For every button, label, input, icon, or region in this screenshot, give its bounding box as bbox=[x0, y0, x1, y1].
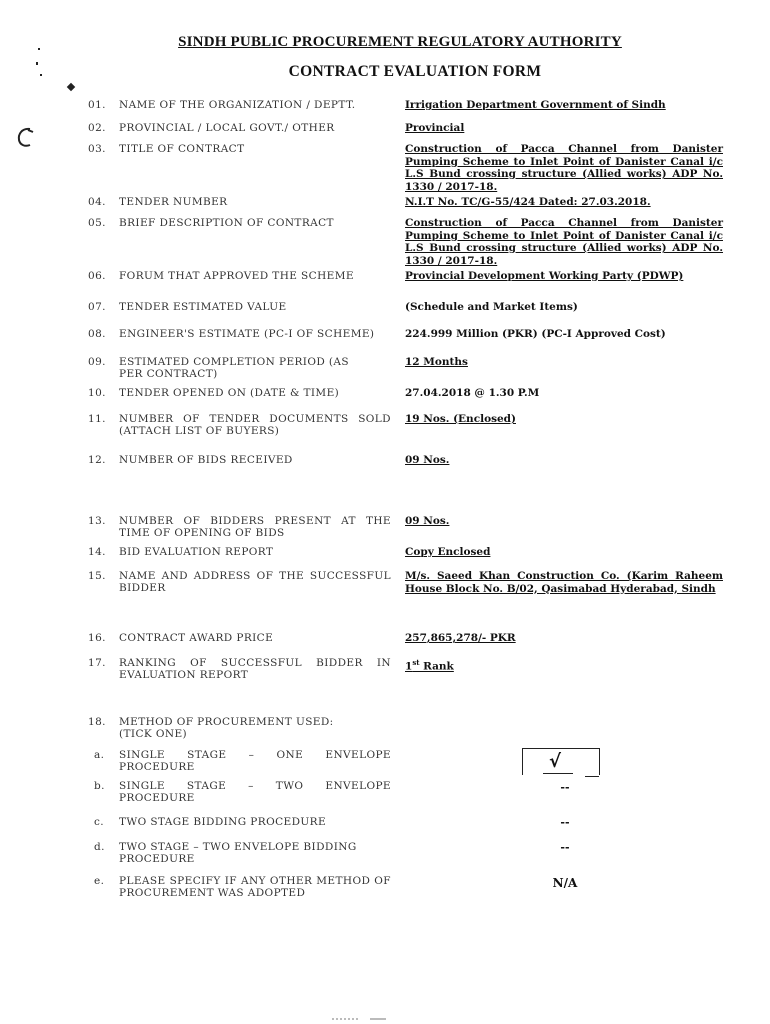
tick-mark: √ bbox=[548, 751, 561, 772]
item-value-estimated-value: (Schedule and Market Items) bbox=[405, 301, 578, 313]
tick-underline bbox=[543, 773, 573, 774]
item-value-organization: Irrigation Department Government of Sindh bbox=[405, 99, 666, 111]
footer-line-icon bbox=[330, 1017, 390, 1021]
item-label-bids-received: NUMBER OF BIDS RECEIVED bbox=[119, 454, 293, 466]
option-mark: -- bbox=[560, 781, 570, 794]
option-label-two-stage-bidding: TWO STAGE BIDDING PROCEDURE bbox=[119, 816, 327, 828]
item-number: 11. bbox=[88, 413, 106, 425]
ranking-word: Rank bbox=[419, 660, 454, 673]
item-label-estimated-value: TENDER ESTIMATED VALUE bbox=[119, 301, 287, 313]
item-number: 12. bbox=[88, 454, 106, 466]
item-label-evaluation-report: BID EVALUATION REPORT bbox=[119, 546, 274, 558]
item-label-completion-period: ESTIMATED COMPLETION PERIOD (AS PER CONTRACT) bbox=[119, 356, 349, 380]
item-label-description: BRIEF DESCRIPTION OF CONTRACT bbox=[119, 217, 334, 229]
item-label-bidders-present: NUMBER OF BIDDERS PRESENT AT THE TIME OF OPENING OF BIDS bbox=[119, 515, 391, 539]
item-number: 04. bbox=[88, 196, 106, 208]
item-number: 05. bbox=[88, 217, 106, 229]
item-number: 18. bbox=[88, 716, 106, 728]
item-label-engineers-estimate: ENGINEER'S ESTIMATE (PC-I OF SCHEME) bbox=[119, 328, 375, 340]
option-mark: N/A bbox=[552, 876, 578, 890]
ranking-suffix: st bbox=[412, 658, 420, 667]
item-label-documents-sold: NUMBER OF TENDER DOCUMENTS SOLD (ATTACH LIST OF BUYERS) bbox=[119, 413, 391, 437]
item-value-tender-number: N.I.T No. TC/G-55/424 Dated: 27.03.2018. bbox=[405, 196, 651, 208]
item-label-award-price: CONTRACT AWARD PRICE bbox=[119, 632, 274, 644]
item-value-engineers-estimate: 224.999 Million (PKR) (PC-I Approved Cost) bbox=[405, 328, 666, 340]
option-letter: c. bbox=[94, 816, 105, 828]
item-number: 03. bbox=[88, 143, 106, 155]
item-label-contract-title: TITLE OF CONTRACT bbox=[119, 143, 245, 155]
item-value-award-price: 257,865,278/- PKR bbox=[405, 632, 516, 644]
authority-title: SINDH PUBLIC PROCUREMENT REGULATORY AUTHORITY bbox=[178, 34, 622, 50]
procurement-method-label: METHOD OF PROCUREMENT USED: (TICK ONE) bbox=[119, 716, 334, 740]
footer-scan-mark bbox=[330, 1016, 390, 1020]
item-number: 09. bbox=[88, 356, 106, 368]
item-number: 08. bbox=[88, 328, 106, 340]
scan-speck bbox=[40, 74, 42, 76]
option-label-single-stage-one-envelope: SINGLE STAGE – ONE ENVELOPE PROCEDURE bbox=[119, 749, 391, 773]
option-mark: -- bbox=[560, 816, 570, 829]
item-number: 15. bbox=[88, 570, 106, 582]
item-value-bidders-present: 09 Nos. bbox=[405, 515, 450, 527]
item-label-govt-level: PROVINCIAL / LOCAL GOVT./ OTHER bbox=[119, 122, 335, 134]
item-value-successful-bidder: M/s. Saeed Khan Construction Co. (Karim Raheem House Block No. B/02, Qasimabad Hyderabad, Sindh bbox=[405, 570, 723, 595]
ranking-number: 1 bbox=[405, 660, 413, 673]
item-value-documents-sold: 19 Nos. (Enclosed) bbox=[405, 413, 516, 425]
scan-speck bbox=[36, 62, 38, 65]
option-letter: d. bbox=[94, 841, 105, 853]
pen-mark-icon bbox=[16, 126, 36, 150]
item-number: 06. bbox=[88, 270, 106, 282]
item-value-forum: Provincial Development Working Party (PDWP) bbox=[405, 270, 684, 282]
option-label-other-method: PLEASE SPECIFY IF ANY OTHER METHOD OF PROCUREMENT WAS ADOPTED bbox=[119, 875, 391, 899]
item-label-tender-number: TENDER NUMBER bbox=[119, 196, 228, 208]
item-value-contract-title: Construction of Pacca Channel from Danister Pumping Scheme to Inlet Point of Danister Canal i/c L.S Bund crossing structure (Allied works) ADP No. 1330 / 2017-18. bbox=[405, 143, 723, 193]
item-value-description: Construction of Pacca Channel from Danister Pumping Scheme to Inlet Point of Danister Canal i/c L.S Bund crossing structure (Allied works) ADP No. 1330 / 2017-18. bbox=[405, 217, 723, 267]
item-number: 10. bbox=[88, 387, 106, 399]
option-letter: b. bbox=[94, 780, 105, 792]
item-label-forum: FORUM THAT APPROVED THE SCHEME bbox=[119, 270, 354, 282]
form-title: CONTRACT EVALUATION FORM bbox=[288, 63, 542, 80]
tick-underline bbox=[585, 776, 599, 777]
item-number: 14. bbox=[88, 546, 106, 558]
item-value-govt-level: Provincial bbox=[405, 122, 465, 134]
item-label-ranking: RANKING OF SUCCESSFUL BIDDER IN EVALUATION REPORT bbox=[119, 657, 391, 681]
item-value-ranking bbox=[405, 657, 723, 673]
item-number: 17. bbox=[88, 657, 106, 669]
scan-speck bbox=[38, 48, 40, 50]
item-label-tender-opened: TENDER OPENED ON (DATE & TIME) bbox=[119, 387, 340, 399]
item-value-bids-received: 09 Nos. bbox=[405, 454, 450, 466]
option-letter: a. bbox=[94, 749, 105, 761]
item-value-completion-period: 12 Months bbox=[405, 356, 468, 368]
option-letter: e. bbox=[94, 875, 105, 887]
option-mark: -- bbox=[560, 841, 570, 854]
item-number: 13. bbox=[88, 515, 106, 527]
item-number: 02. bbox=[88, 122, 106, 134]
item-number: 16. bbox=[88, 632, 106, 644]
scan-speck bbox=[67, 83, 75, 91]
item-label-organization: NAME OF THE ORGANIZATION / DEPTT. bbox=[119, 99, 356, 111]
option-label-two-stage-two-envelope: TWO STAGE – TWO ENVELOPE BIDDING PROCEDURE bbox=[119, 841, 357, 865]
option-label-single-stage-two-envelope: SINGLE STAGE – TWO ENVELOPE PROCEDURE bbox=[119, 780, 391, 804]
item-label-successful-bidder: NAME AND ADDRESS OF THE SUCCESSFUL BIDDER bbox=[119, 570, 391, 594]
item-value-tender-opened: 27.04.2018 @ 1.30 P.M bbox=[405, 387, 540, 399]
item-number: 07. bbox=[88, 301, 106, 313]
tick-box bbox=[522, 748, 600, 775]
item-value-evaluation-report: Copy Enclosed bbox=[405, 546, 491, 558]
item-number: 01. bbox=[88, 99, 106, 111]
